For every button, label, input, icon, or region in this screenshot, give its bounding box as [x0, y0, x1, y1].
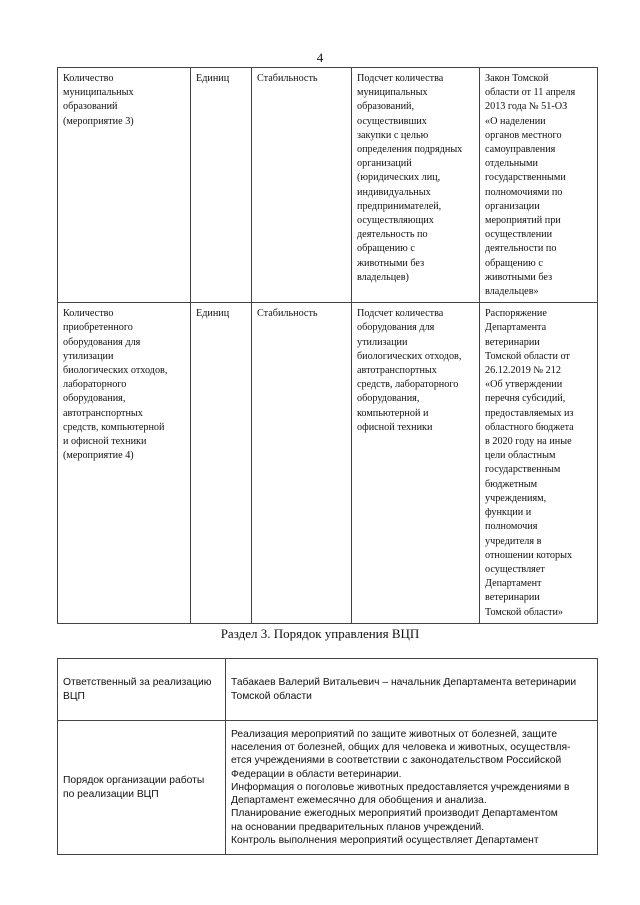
procedure-line: на основании предварительных планов учреждений.	[231, 821, 485, 833]
page-number: 4	[316, 50, 324, 65]
procedure-label: Порядок организации работы по реализации ВЦП	[58, 721, 226, 855]
procedure-text	[226, 721, 598, 855]
trend-cell: Стабильность	[252, 303, 352, 623]
indicators-table	[57, 67, 598, 624]
table-row	[58, 68, 598, 303]
method-cell: Подсчет количества муниципальных образований, осуществивших закупки с целью определения подрядных организаций (юридических лиц, индивидуальных предпринимателей, осуществляющих деятельность по обращению с животными без владельцев)	[352, 68, 480, 303]
table-row	[58, 721, 598, 855]
unit-cell: Единиц	[191, 68, 252, 303]
procedure-line: Реализация мероприятий по защите животных от болезней, защите	[231, 728, 558, 740]
procedure-line: Федерации в области ветеринарии.	[231, 768, 402, 780]
method-cell: Подсчет количества оборудования для утилизации биологических отходов, автотранспортных средств, лабораторного оборудования, компьютерной и офисной техники	[352, 303, 480, 623]
procedure-line: ется учреждениями в соответствии с законодательством Российской	[231, 755, 562, 767]
procedure-line: Департамент ежемесячно для обобщения и анализа.	[231, 795, 487, 807]
indicator-name-cell: Количество муниципальных образований (мероприятие 3)	[58, 68, 191, 303]
procedure-line: населения от болезней, общих для человека и животных, осуществля-	[231, 741, 571, 753]
responsible-value: Табакаев Валерий Витальевич – начальник Департамента ветеринарии Томской области	[226, 659, 598, 721]
table-row	[58, 303, 598, 623]
trend-cell: Стабильность	[252, 68, 352, 303]
unit-cell: Единиц	[191, 303, 252, 623]
source-cell: Распоряжение Департамента ветеринарии Томской области от 26.12.2019 № 212 «Об утверждении перечня субсидий, предоставляемых из областного бюджета в 2020 году на иные цели областным государственным бюджетным учреждениям, функции и полномочия учредителя в отношении которых осуществляет Департамент ветеринарии Томской области»	[480, 303, 598, 623]
procedure-line: Информация о поголовье животных предоставляется учреждениями в	[231, 781, 570, 793]
procedure-line: Планирование ежегодных мероприятий производит Департаментом	[231, 808, 558, 820]
responsible-label: Ответственный за реализацию ВЦП	[58, 659, 226, 721]
source-cell: Закон Томской области от 11 апреля 2013 года № 51-ОЗ «О наделении органов местного самоуправления отдельными государственными полномочиями по организации мероприятий при осуществлении деятельности по обращению с животными без владельцев»	[480, 68, 598, 303]
management-table	[57, 658, 598, 855]
section-title: Раздел 3. Порядок управления ВЦП	[220, 626, 420, 641]
indicator-name-cell: Количество приобретенного оборудования для утилизации биологических отходов, лабораторного оборудования, автотранспортных средств, компьютерной и офисной техники (мероприятие 4)	[58, 303, 191, 623]
procedure-line: Контроль выполнения мероприятий осуществляет Департамент	[231, 835, 539, 847]
table-row	[58, 659, 598, 721]
